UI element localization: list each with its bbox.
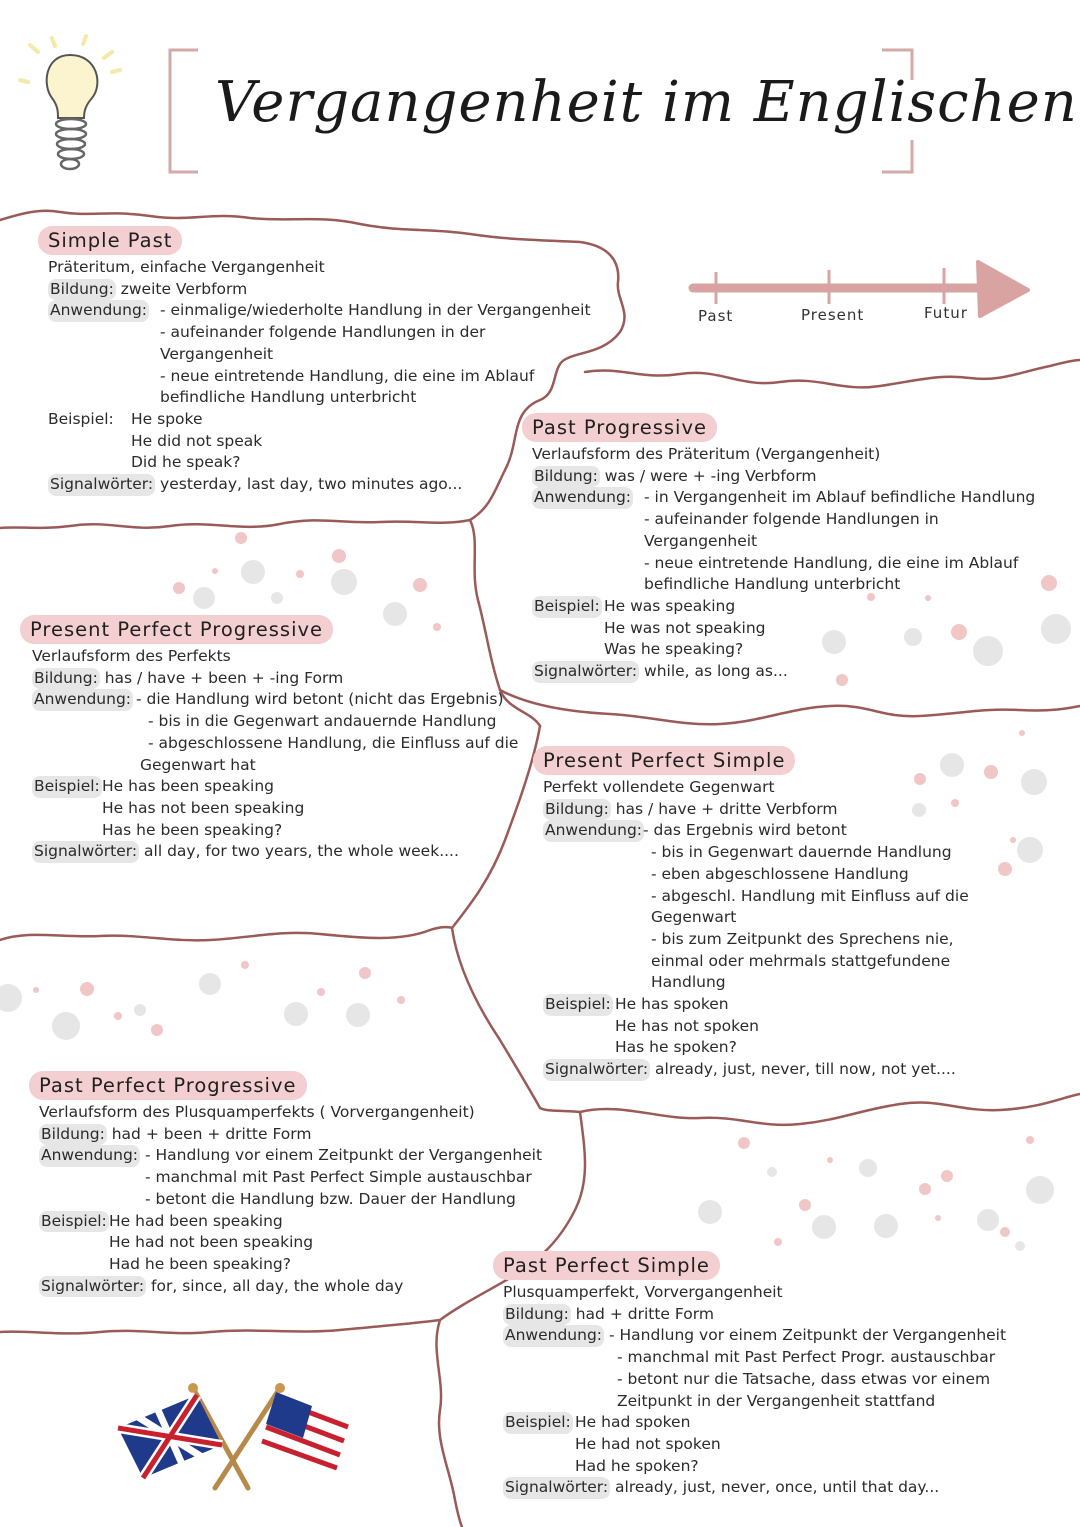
beispiel-label: Beispiel:	[32, 776, 102, 798]
bildung-text: had + dritte Form	[575, 1304, 714, 1323]
anwendung-line: - abgeschlossene Handlung, die Einfluss auf die	[148, 733, 519, 752]
anwendung-line: - neue eintretende Handlung, die eine im Ablauf	[160, 366, 535, 385]
beispiel-label: Beispiel:	[39, 1211, 109, 1233]
beispiel-line: Did he speak?	[131, 453, 241, 472]
bildung-label: Bildung:	[48, 279, 116, 301]
anwendung-line: - betont nur die Tatsache, dass etwas vor einem	[617, 1369, 991, 1388]
signal-text: for, since, all day, the whole day	[151, 1276, 404, 1295]
subtitle: Plusquamperfekt, Vorvergangenheit	[503, 1283, 783, 1301]
beispiel-line: He had been speaking	[109, 1211, 283, 1230]
bildung-label: Bildung:	[543, 799, 611, 821]
bildung-text: was / were + -ing Verbform	[604, 466, 817, 485]
beispiel-line: He spoke	[131, 409, 203, 428]
anwendung-line: - eben abgeschlossene Handlung	[651, 864, 909, 883]
beispiel-line: Had he spoken?	[575, 1456, 699, 1475]
section-present-perfect-progressive	[20, 615, 518, 863]
section-past-perfect-progressive	[29, 1071, 542, 1297]
signal-text: all day, for two years, the whole week....	[144, 842, 459, 861]
anwendung-line: Vergangenheit	[160, 344, 274, 363]
anwendung-line: Vergangenheit	[644, 531, 758, 550]
section-present-perfect-simple	[533, 746, 969, 1081]
anwendung-label: Anwendung:	[532, 487, 633, 509]
anwendung-line: - aufeinander folgende Handlungen in der	[160, 323, 486, 342]
page-title: Vergangenheit im Englischen	[215, 70, 1078, 135]
signal-label: Signalwörter:	[503, 1477, 610, 1499]
section-heading: Past Perfect Simple	[493, 1251, 720, 1280]
subtitle: Verlaufsform des Präteritum (Vergangenheit)	[532, 445, 881, 463]
beispiel-label: Beispiel:	[48, 409, 114, 428]
anwendung-line: - einmalige/wiederholte Handlung in der Vergangenheit	[160, 301, 591, 320]
bildung-label: Bildung:	[39, 1124, 107, 1146]
beispiel-line: He had not been speaking	[109, 1233, 314, 1252]
beispiel-line: He was speaking	[604, 596, 736, 615]
beispiel-label: Beispiel:	[532, 596, 602, 618]
beispiel-line: He has not been speaking	[102, 798, 305, 817]
anwendung-line: Handlung	[651, 973, 726, 992]
signal-label: Signalwörter:	[32, 841, 139, 863]
signal-text: already, just, never, once, until that day...	[615, 1478, 940, 1497]
section-heading: Past Progressive	[522, 413, 717, 442]
subtitle: Verlaufsform des Plusquamperfekts ( Vorvergangenheit)	[39, 1103, 475, 1121]
beispiel-line: He was not speaking	[604, 618, 766, 637]
bildung-label: Bildung:	[532, 466, 600, 488]
section-heading: Present Perfect Progressive	[20, 615, 333, 644]
section-past-progressive	[522, 413, 1035, 683]
signal-label: Signalwörter:	[543, 1059, 650, 1081]
anwendung-line: - neue eintretende Handlung, die eine im Ablauf	[644, 553, 1019, 572]
bildung-text: has / have + dritte Verbform	[615, 799, 838, 818]
anwendung-line: - manchmal mit Past Perfect Progr. austauschbar	[617, 1348, 996, 1367]
subtitle: Präteritum, einfache Vergangenheit	[48, 258, 325, 276]
signal-label: Signalwörter:	[39, 1276, 146, 1298]
beispiel-line: He had not spoken	[575, 1434, 721, 1453]
subtitle: Perfekt vollendete Gegenwart	[543, 778, 775, 796]
anwendung-line: einmal oder mehrmals stattgefundene	[651, 951, 951, 970]
section-past-perfect-simple	[493, 1251, 1006, 1499]
anwendung-line: - manchmal mit Past Perfect Simple austauschbar	[145, 1168, 532, 1187]
beispiel-line: Had he been speaking?	[109, 1254, 291, 1273]
anwendung-label: Anwendung:	[48, 300, 149, 322]
section-heading: Simple Past	[38, 226, 182, 255]
beispiel-line: He had spoken	[575, 1413, 691, 1432]
bildung-label: Bildung:	[32, 668, 100, 690]
anwendung-line: Gegenwart hat	[140, 755, 256, 774]
beispiel-line: He has spoken	[615, 995, 729, 1014]
subtitle: Verlaufsform des Perfekts	[32, 647, 231, 665]
anwendung-label: Anwendung:	[543, 820, 644, 842]
lightbulb-icon	[20, 36, 120, 169]
section-simple-past	[38, 226, 591, 496]
beispiel-line: He has been speaking	[102, 777, 274, 796]
beispiel-line: Has he spoken?	[615, 1038, 737, 1057]
signal-text: yesterday, last day, two minutes ago...	[160, 475, 463, 494]
anwendung-line: - in Vergangenheit im Ablauf befindliche Handlung	[644, 488, 1036, 507]
signal-label: Signalwörter:	[532, 661, 639, 683]
section-heading: Present Perfect Simple	[533, 746, 795, 775]
anwendung-line: befindliche Handlung unterbricht	[160, 388, 417, 407]
anwendung-line: - betont die Handlung bzw. Dauer der Handlung	[145, 1189, 516, 1208]
beispiel-line: Was he speaking?	[604, 640, 744, 659]
beispiel-label: Beispiel:	[503, 1412, 573, 1434]
bildung-text: had + been + dritte Form	[111, 1124, 312, 1143]
bildung-text: zweite Verbform	[120, 279, 248, 298]
section-heading: Past Perfect Progressive	[29, 1071, 307, 1100]
bildung-label: Bildung:	[503, 1304, 571, 1326]
signal-text: while, as long as...	[644, 662, 788, 681]
signal-text: already, just, never, till now, not yet....	[655, 1060, 956, 1079]
anwendung-line: befindliche Handlung unterbricht	[644, 575, 901, 594]
anwendung-label: Anwendung:	[39, 1145, 140, 1167]
anwendung-line: - die Handlung wird betont (nicht das Ergebnis)	[136, 690, 504, 709]
timeline-label-past: Past	[698, 307, 734, 325]
anwendung-label: Anwendung:	[32, 689, 133, 711]
beispiel-label: Beispiel:	[543, 994, 613, 1016]
beispiel-line: He did not speak	[131, 431, 263, 450]
anwendung-label: Anwendung:	[503, 1325, 604, 1347]
timeline-label-future: Futur	[924, 304, 968, 322]
anwendung-line: Gegenwart	[651, 908, 737, 927]
anwendung-line: - aufeinander folgende Handlungen in	[644, 510, 939, 529]
beispiel-line: He has not spoken	[615, 1016, 759, 1035]
anwendung-line: - das Ergebnis wird betont	[643, 821, 847, 840]
bildung-text: has / have + been + -ing Form	[104, 668, 344, 687]
crossed-flags-icon	[118, 1383, 350, 1488]
anwendung-line: - Handlung vor einem Zeitpunkt der Vergangenheit	[145, 1146, 543, 1165]
anwendung-line: Zeitpunkt in der Vergangenheit stattfand	[617, 1391, 936, 1410]
timeline-label-present: Present	[801, 306, 865, 324]
anwendung-line: - abgeschl. Handlung mit Einfluss auf die	[651, 886, 969, 905]
anwendung-line: - Handlung vor einem Zeitpunkt der Vergangenheit	[609, 1326, 1007, 1345]
anwendung-line: - bis in die Gegenwart andauernde Handlung	[148, 712, 497, 731]
anwendung-line: - bis in Gegenwart dauernde Handlung	[651, 843, 952, 862]
signal-label: Signalwörter:	[48, 474, 155, 496]
anwendung-line: - bis zum Zeitpunkt des Sprechens nie,	[651, 929, 954, 948]
beispiel-line: Has he been speaking?	[102, 820, 283, 839]
